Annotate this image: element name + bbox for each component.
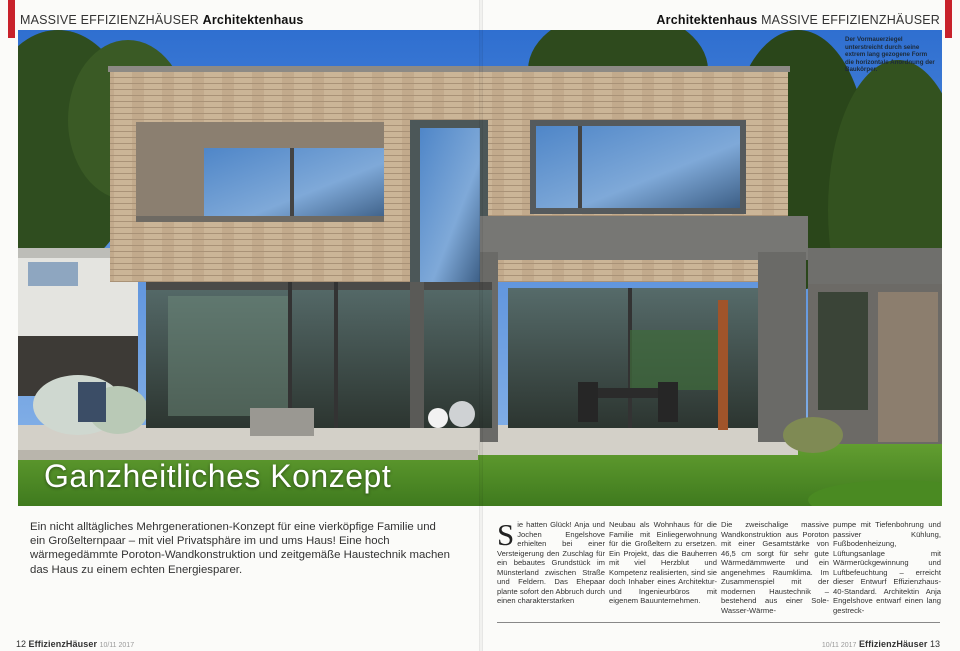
left-page-number: 12 [16, 639, 27, 649]
article-headline: Ganzheitliches Konzept [44, 458, 392, 494]
right-issue-date: 10/11 2017 [821, 642, 857, 649]
left-magazine-name: EffizienzHäuser [28, 639, 98, 649]
body-column-4: pumpe mit Tiefenbohrung und passiver Kühlung, Fußbodenheizung, Lüftungsanlage mit Wärmerückgewinnung und Luftbefeuchtung – erreicht dieser Entwurf Effizienzhaus-40-Standard. Architektin Anja Engelshove entwarf einen lang gestreck- [833, 520, 941, 615]
right-magazine-name: EffizienzHäuser [858, 639, 928, 649]
drop-cap: S [497, 517, 515, 552]
page-gutter [479, 0, 483, 651]
footer-rule [497, 622, 940, 623]
body-column-3: Die zweischalige massive Wandkonstruktion aus Poroton mit einer Gesamtstärke von 46,5 cm sorgt für sehr gute Wärmedämmwerte und ein angenehmes Raumklima. Im Zusammenspiel mit der modernen Haustechnik – bestehend aus einer Sole-Wasser-Wärme- [721, 520, 829, 615]
right-category: MASSIVE EFFIZIENZHÄUSER [761, 13, 940, 27]
body-column-2: Neubau als Wohnhaus für die Familie mit Einliegerwohnung für die Großeltern zu ersetzen. Ein Projekt, das die Bauherren mit viel Herzblut und Kompetenz realisierten, sind sie doch Inhaber eines Architektur- und Ingenieurbüros mit eigenem Bauunternehmen. [609, 520, 717, 605]
body-column-1 [497, 517, 605, 606]
left-section: Architektenhaus [202, 13, 304, 27]
left-accent-bar [8, 0, 15, 38]
left-folio [16, 639, 134, 649]
left-category: MASSIVE EFFIZIENZHÄUSER [20, 13, 199, 27]
left-running-head [20, 13, 304, 27]
right-section: Architektenhaus [656, 13, 758, 27]
article-intro: Ein nicht alltägliches Mehrgenerationen-Konzept für eine vierköpfige Familie und ein Großelternpaar – mit viel Privatsphäre im und ums Haus! Eine hoch wärmegedämmte Poroton-Wandkonstruktion und zeitgemäße Haustechnik machen das Haus zu einem echten Energiesparer. [30, 521, 450, 576]
photo-caption: Der Vormauerziegel unterstreicht durch seine extrem lang gezogene Form die horizontale Anordnung der Baukörper. [845, 36, 935, 74]
right-accent-bar [945, 0, 952, 38]
right-folio [822, 639, 940, 649]
left-issue-date: 10/11 2017 [99, 642, 135, 649]
right-page-number: 13 [929, 639, 940, 649]
right-running-head [656, 13, 940, 27]
body-column-1-text: ie hatten Glück! Anja und Jochen Engelshove erhielten bei einer Versteigerung den Zuschlag für ein bebautes Grundstück im Münsterland zwischen Straße und Feldern. Das Ehepaar plante sofort den Abbruch durch einen charakterstarken [497, 520, 605, 605]
